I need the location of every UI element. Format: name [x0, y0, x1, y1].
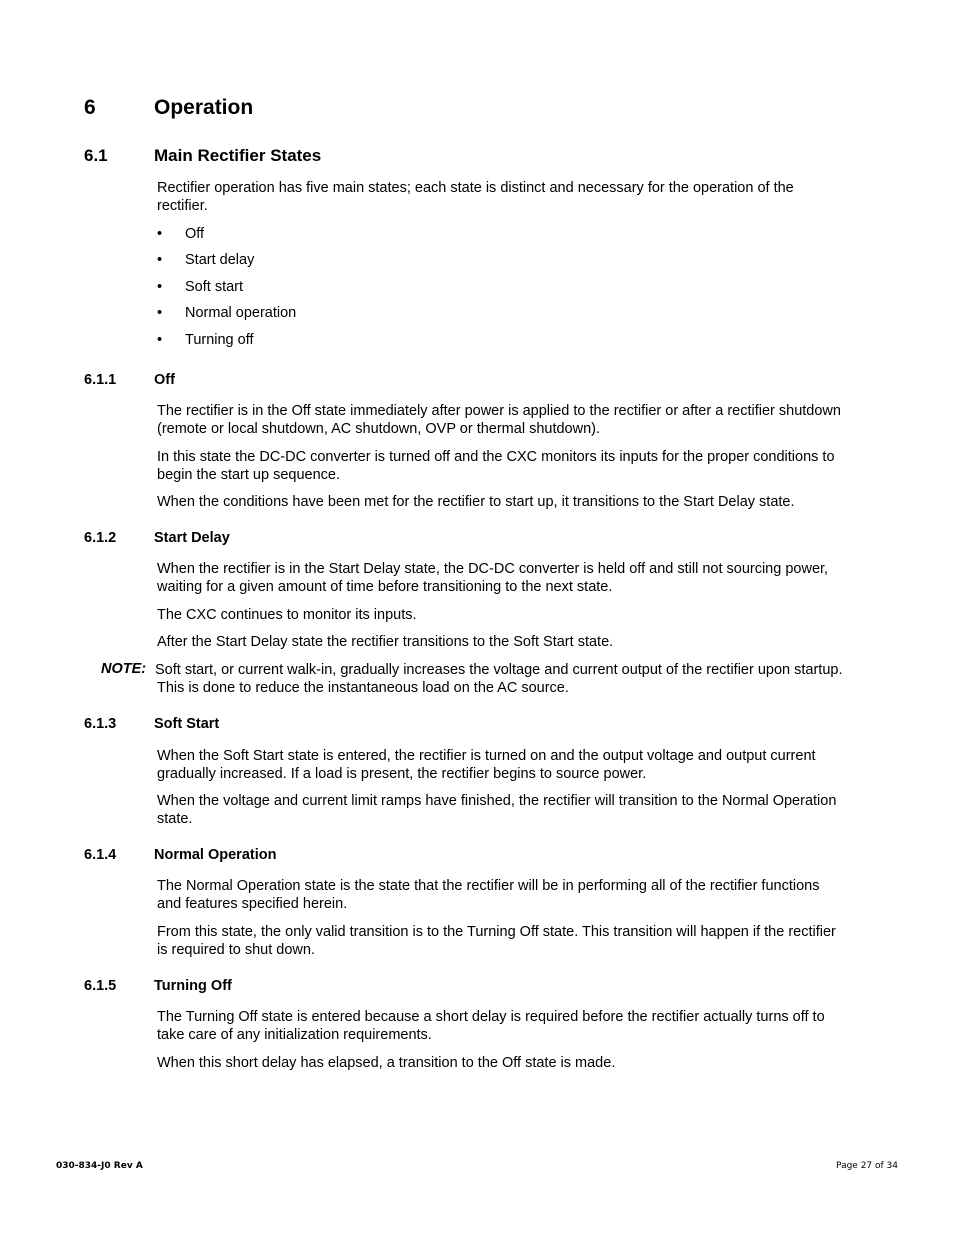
bullet-icon: • — [157, 305, 163, 321]
paragraph — [157, 792, 902, 828]
bullet-icon: • — [157, 252, 163, 268]
subsubsection-number: 6.1.1 — [84, 372, 117, 388]
text-line: take care of any initialization requirements. — [157, 1027, 432, 1043]
subsubsection-number: 6.1.3 — [84, 716, 117, 732]
text-line: rectifier. — [157, 198, 208, 214]
note-label: NOTE: — [101, 661, 147, 677]
bullet-icon: • — [157, 332, 163, 348]
paragraph — [157, 402, 902, 438]
text-line: This is done to reduce the instantaneous load on the AC source. — [157, 680, 569, 696]
list-item: Off — [185, 226, 205, 242]
text-line: waiting for a given amount of time before transitioning to the next state. — [157, 579, 613, 595]
note-text — [155, 661, 903, 697]
list-item: Turning off — [185, 332, 254, 348]
subsubsection-title: Normal Operation — [154, 847, 277, 863]
document-id: 030-834-J0 Rev A — [56, 1161, 143, 1171]
text-line: (remote or local shutdown, AC shutdown, OVP or thermal shutdown). — [157, 421, 601, 437]
paragraph — [157, 923, 902, 959]
subsubsection-title: Soft Start — [154, 716, 220, 732]
text-line: and features specified herein. — [157, 896, 348, 912]
paragraph: When this short delay has elapsed, a transition to the Off state is made. — [157, 1055, 616, 1071]
paragraph — [157, 877, 902, 913]
subsubsection-title: Off — [154, 372, 175, 388]
subsubsection-title: Turning Off — [154, 978, 232, 994]
paragraph: When the conditions have been met for the rectifier to start up, it transitions to the Start Delay state. — [157, 494, 795, 510]
paragraph: After the Start Delay state the rectifier transitions to the Soft Start state. — [157, 634, 614, 650]
list-item: Normal operation — [185, 305, 297, 321]
subsection-title: Main Rectifier States — [154, 146, 322, 165]
text-line: The Turning Off state is entered because a short delay is required before the rectifier actually turns off to — [157, 1009, 825, 1025]
paragraph: The CXC continues to monitor its inputs. — [157, 607, 417, 623]
text-line: begin the start up sequence. — [157, 467, 340, 483]
text-line: In this state the DC-DC converter is turned off and the CXC monitors its inputs for the proper conditions to — [157, 449, 835, 465]
subsubsection-number: 6.1.2 — [84, 530, 117, 546]
paragraph — [157, 1008, 902, 1044]
text-line: gradually increased. If a load is present, the rectifier begins to source power. — [157, 766, 647, 782]
list-item: Start delay — [185, 252, 255, 268]
text-line: state. — [157, 811, 193, 827]
subsubsection-title: Start Delay — [154, 530, 230, 546]
text-line: When the voltage and current limit ramps have finished, the rectifier will transition to the Normal Operation — [157, 793, 837, 809]
text-line: Rectifier operation has five main states; each state is distinct and necessary for the operation of the — [157, 180, 794, 196]
subsection-number: 6.1 — [84, 146, 108, 165]
section-number: 6 — [84, 96, 96, 119]
text-line: is required to shut down. — [157, 942, 315, 958]
subsubsection-number: 6.1.5 — [84, 978, 117, 994]
text-line: Soft start, or current walk-in, gradually increases the voltage and current output of the rectifier upon startup. — [155, 662, 843, 678]
list-item: Soft start — [185, 279, 244, 295]
paragraph — [157, 179, 902, 215]
bullet-icon: • — [157, 226, 163, 242]
paragraph — [157, 448, 902, 484]
paragraph — [157, 560, 902, 596]
page-number: Page 27 of 34 — [836, 1161, 898, 1171]
section-title: Operation — [154, 96, 254, 119]
text-line: From this state, the only valid transition is to the Turning Off state. This transition will happen if the rectifier — [157, 924, 836, 940]
text-line: When the Soft Start state is entered, the rectifier is turned on and the output voltage and output current — [157, 748, 816, 764]
text-line: When the rectifier is in the Start Delay state, the DC-DC converter is held off and still not sourcing power, — [157, 561, 829, 577]
bullet-icon: • — [157, 279, 163, 295]
text-line: The rectifier is in the Off state immediately after power is applied to the rectifier or after a rectifier shutdown — [157, 403, 841, 419]
subsubsection-number: 6.1.4 — [84, 847, 117, 863]
paragraph — [157, 747, 902, 783]
text-line: The Normal Operation state is the state that the rectifier will be in performing all of the rectifier functions — [157, 878, 820, 894]
